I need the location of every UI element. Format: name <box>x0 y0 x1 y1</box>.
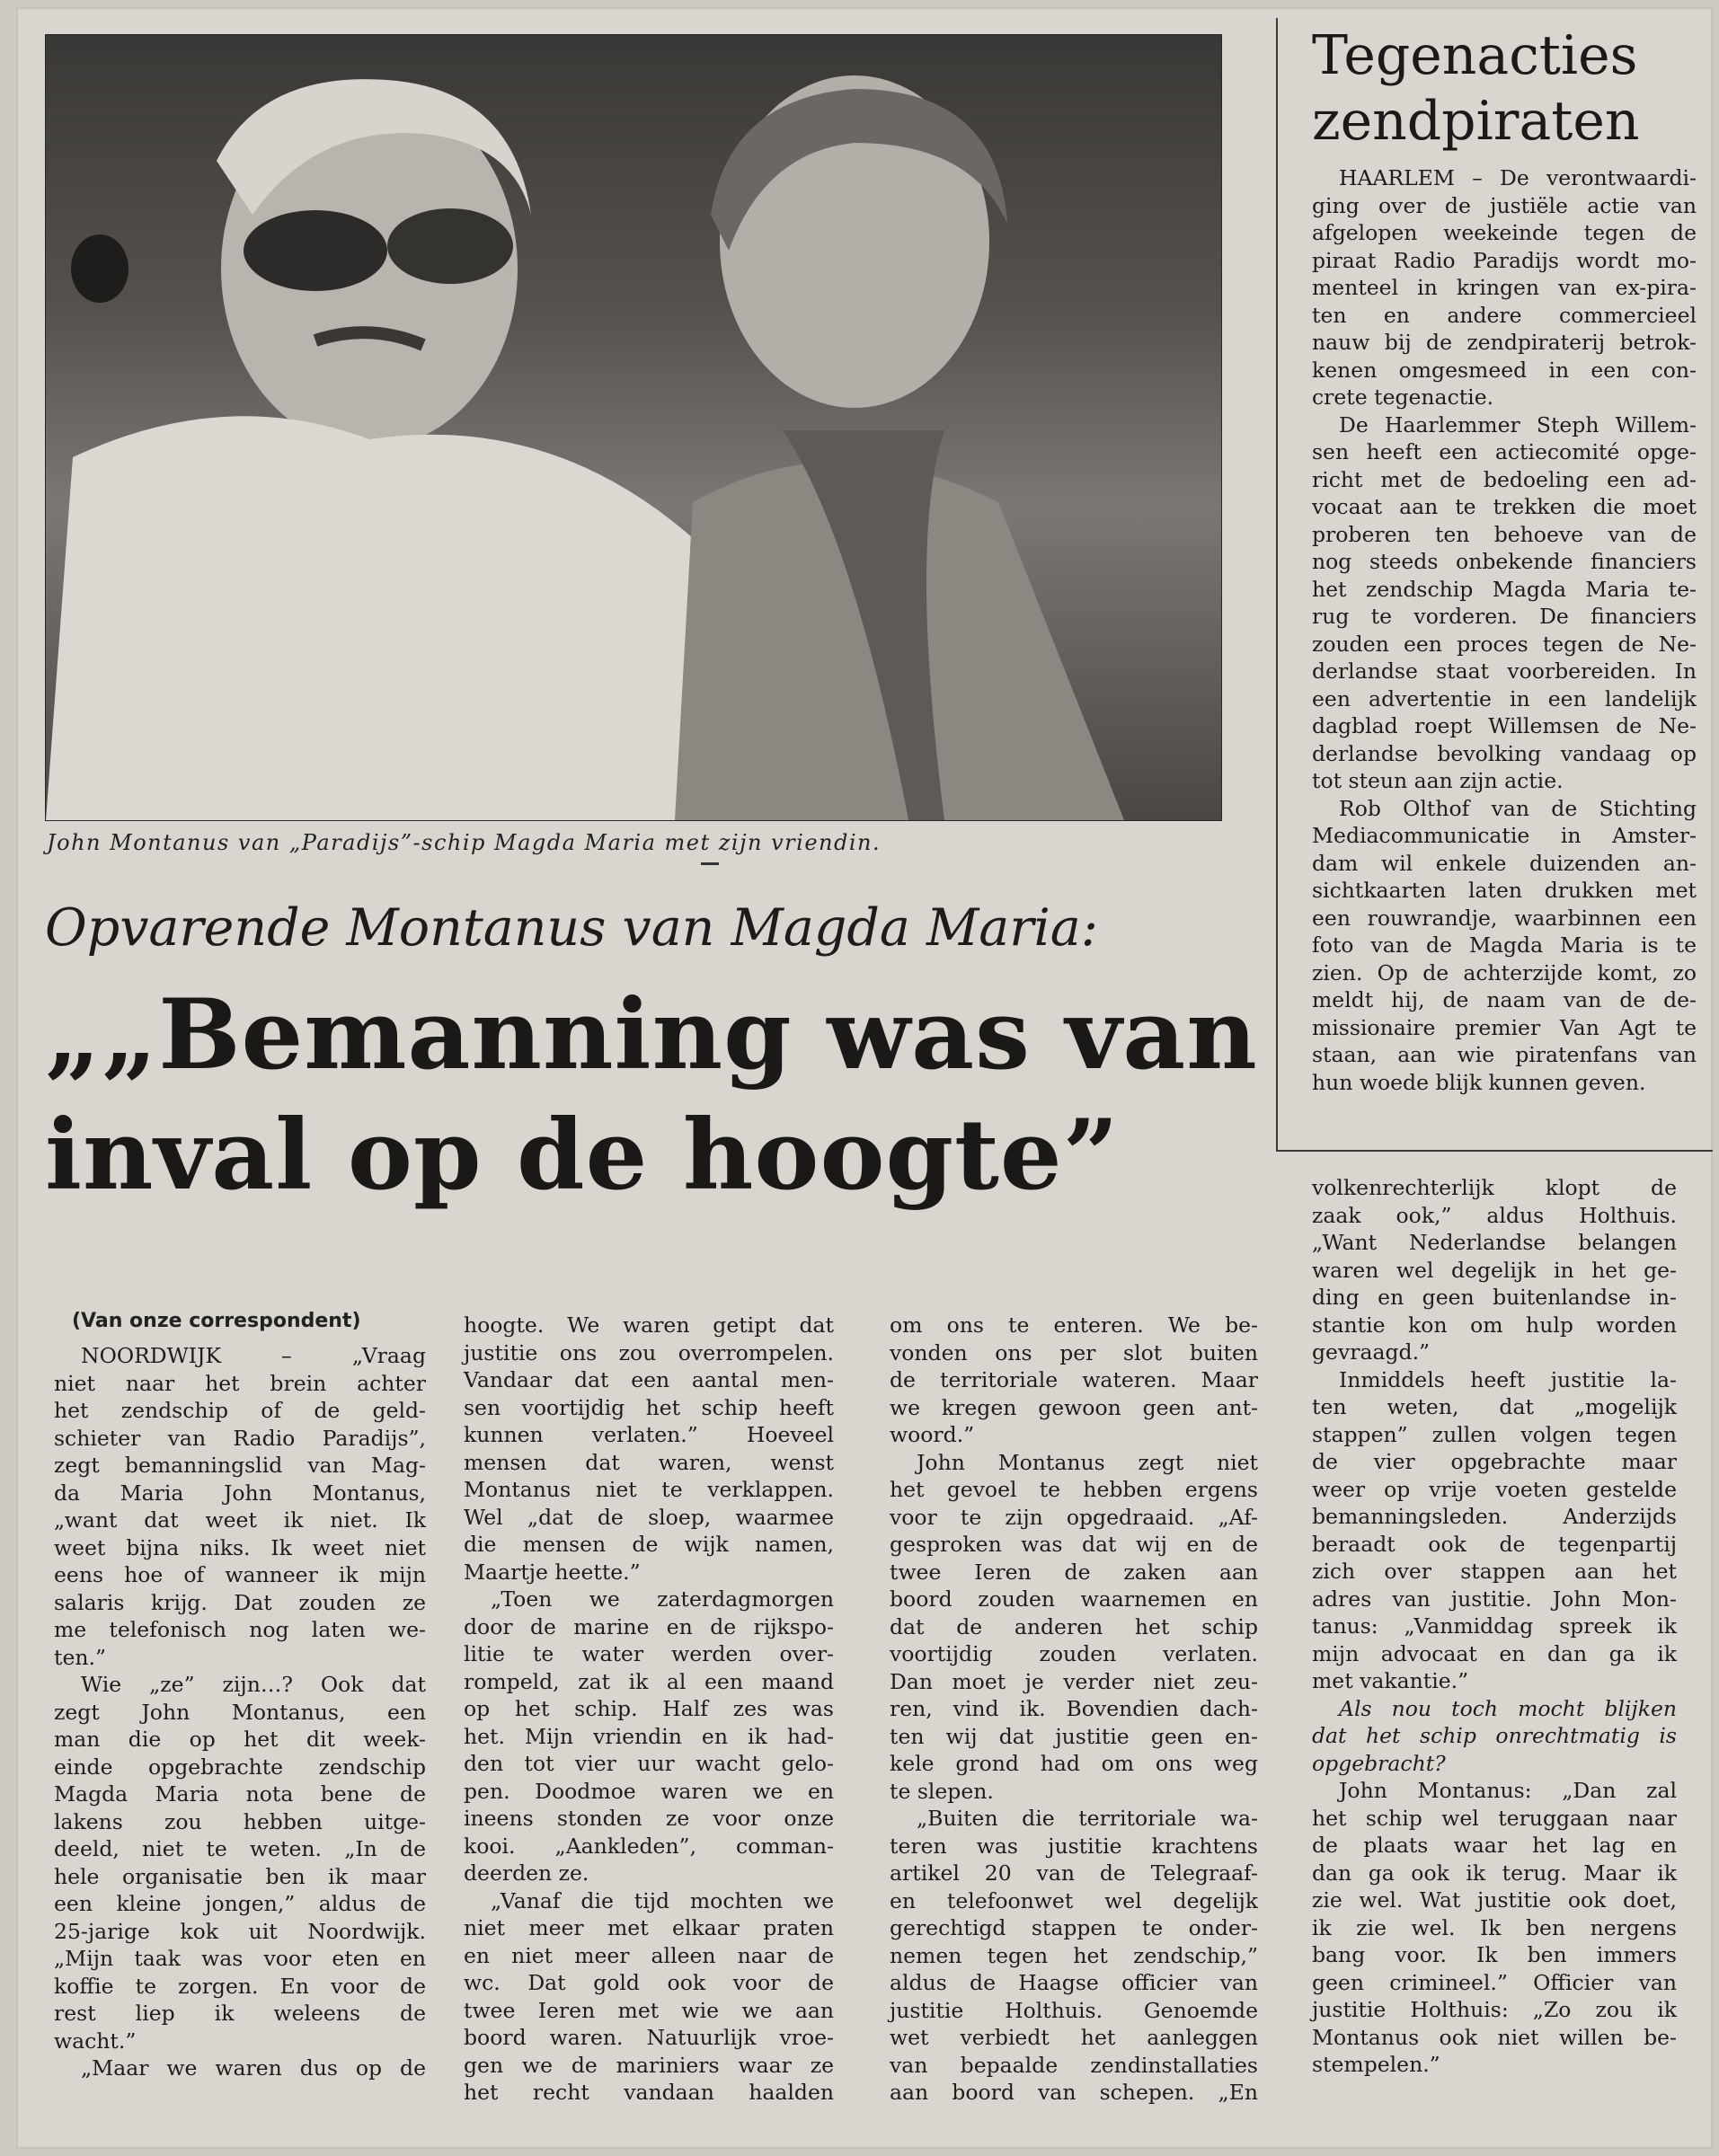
side-article-title <box>1312 23 1707 155</box>
text-line: woord.” <box>890 1422 975 1447</box>
text-line: John Montanus zegt niet <box>917 1449 1258 1475</box>
text-line: zegt John Montanus, een <box>54 1699 426 1725</box>
text-line: rug te vorderen. De financiers <box>1312 604 1697 629</box>
text-line: crete tegenactie. <box>1312 384 1494 410</box>
text-line: Montanus ook niet willen be- <box>1312 2024 1677 2050</box>
text-line: rompeld, zat ik al een maand <box>464 1668 834 1694</box>
text-line: De Haarlemmer Steph Willem- <box>1339 411 1697 437</box>
text-line: menteel in kringen van ex-pira- <box>1312 275 1697 300</box>
text-line: Rob Olthof van de Stichting <box>1339 795 1697 821</box>
photo-caption: John Montanus van „Paradijs”-schip Magda Maria met zijn vriendin. <box>47 830 882 855</box>
text-line: da Maria John Montanus, <box>54 1480 426 1506</box>
text-line: „Maar we waren dus op de <box>81 2055 426 2081</box>
text-line: kenen omgesmeed in een con- <box>1312 357 1697 383</box>
text-line: niet naar het brein achter <box>54 1370 426 1396</box>
text-line: gen we de mariniers waar ze <box>464 2052 834 2078</box>
text-line: volkenrechterlijk klopt de <box>1312 1175 1677 1200</box>
text-line: ik zie wel. Ik ben nergens <box>1312 1914 1677 1940</box>
text-line: aan boord van schepen. „En <box>890 2080 1258 2105</box>
text-line: zie wel. Wat justitie ook doet, <box>1312 1887 1677 1913</box>
text-line: het recht vandaan haalden <box>464 2080 834 2105</box>
text-line: een rouwrandje, waarbinnen een <box>1312 905 1697 931</box>
article-column-1 <box>54 1342 426 2082</box>
text-line: gerechtigd stappen te onder- <box>890 1915 1258 1940</box>
text-line: door de marine en de rijkspo- <box>464 1613 834 1639</box>
text-line: de territoriale wateren. Maar <box>890 1367 1258 1392</box>
text-line: kooi. „Aankleden”, comman- <box>464 1833 834 1859</box>
text-line: zouden een proces tegen de Ne- <box>1312 631 1697 657</box>
text-line: „Want Nederlandse belangen <box>1312 1230 1677 1255</box>
text-line: dam wil enkele duizenden an- <box>1312 850 1697 876</box>
text-line: richt met de bedoeling een ad- <box>1312 466 1697 492</box>
text-line: Wel „dat de sloep, waarmee <box>464 1504 834 1530</box>
text-line: artikel 20 van de Telegraaf- <box>890 1860 1258 1886</box>
text-line: weet bijna niks. Ik weet niet <box>54 1534 426 1560</box>
text-line: staan, aan wie piratenfans van <box>1312 1042 1697 1067</box>
text-line: Als nou toch mocht blijken <box>1339 1695 1677 1721</box>
text-line: Maartje heette.” <box>464 1559 641 1585</box>
text-line: tot steun aan zijn actie. <box>1312 768 1564 793</box>
text-line: den tot vier uur wacht gelo- <box>464 1751 834 1776</box>
caption-dash <box>701 862 719 865</box>
text-line: dagblad roept Willemsen de Ne- <box>1312 713 1697 738</box>
text-line: eens hoe of wanneer ik mijn <box>54 1562 426 1587</box>
text-line: opgebracht? <box>1312 1750 1446 1776</box>
text-line: wacht.” <box>54 2028 137 2054</box>
text-line: het zendschip of de geld- <box>54 1398 426 1423</box>
text-line: de plaats waar het lag en <box>1312 1833 1677 1858</box>
text-line: stantie kon om hulp worden <box>1312 1312 1677 1338</box>
text-line: ten weten, dat „mogelijk <box>1312 1394 1677 1419</box>
text-line: ten en andere commercieel <box>1312 302 1697 328</box>
text-line: stappen” zullen volgen tegen <box>1312 1421 1677 1447</box>
text-line: justitie ons zou overrompelen. <box>464 1339 834 1365</box>
text-line: derlandse staat voorbereiden. In <box>1312 658 1697 684</box>
text-line: man die op het dit week- <box>54 1727 426 1752</box>
text-line: ten wij dat justitie geen en- <box>890 1723 1258 1749</box>
text-line: rest liep ik weleens de <box>54 2001 426 2026</box>
text-line: mijn advocaat en dan ga ik <box>1312 1640 1677 1666</box>
text-line: te slepen. <box>890 1778 994 1804</box>
sunglasses-right <box>387 208 513 284</box>
text-line: niet meer met elkaar praten <box>464 1915 834 1940</box>
text-line: stempelen.” <box>1312 2052 1440 2077</box>
text-line: wc. Dat gold ook voor de <box>464 1970 834 1995</box>
photo-montanus-and-girlfriend <box>45 34 1222 821</box>
text-line: Inmiddels heeft justitie la- <box>1339 1366 1677 1392</box>
text-line: HAARLEM – De verontwaardi- <box>1339 165 1697 190</box>
text-line: me telefonisch nog laten we- <box>54 1617 426 1642</box>
text-line: met vakantie.” <box>1312 1668 1469 1693</box>
side-title-line-1: Tegenacties <box>1312 24 1638 87</box>
side-title-line-2: zendpiraten <box>1312 90 1640 153</box>
text-line: „Vanaf die tijd mochten we <box>491 1887 834 1913</box>
photo-drawing <box>46 35 1221 820</box>
text-line: bemanningsleden. Anderzijds <box>1312 1504 1677 1529</box>
text-line: twee Ieren met wie we aan <box>464 1997 834 2023</box>
text-line: deerden ze. <box>464 1860 589 1886</box>
text-line: zich over stappen aan het <box>1312 1559 1677 1584</box>
text-line: geen crimineel.” Officier van <box>1312 1969 1677 1995</box>
text-line: gesproken was dat wij en de <box>890 1532 1258 1557</box>
text-line: nemen tegen het zendschip,” <box>890 1942 1258 1968</box>
text-line: „Toen we zaterdagmorgen <box>491 1586 834 1612</box>
text-line: vonden ons per slot buiten <box>890 1339 1258 1365</box>
text-line: een advertentie in een landelijk <box>1312 685 1697 711</box>
text-line: weer op vrije voeten gestelde <box>1312 1476 1677 1502</box>
text-line: sen voortijdig het schip heeft <box>464 1394 834 1420</box>
headline-line-1: „„Bemanning was van <box>45 978 1258 1091</box>
text-line: de vier opgebrachte maar <box>1312 1449 1677 1474</box>
article-column-4 <box>1312 1174 1677 2079</box>
side-article-body <box>1312 164 1697 1096</box>
sunglasses-left <box>244 210 387 291</box>
text-line: sichtkaarten laten drukken met <box>1312 878 1697 903</box>
text-line: einde opgebrachte zendschip <box>54 1754 426 1780</box>
text-line: justitie Holthuis. Genoemde <box>890 1997 1258 2023</box>
text-line: zaak ook,” aldus Holthuis. <box>1312 1202 1677 1228</box>
text-line: deeld, niet te weten. „In de <box>54 1836 426 1861</box>
text-line: het. Mijn vriendin en ik had- <box>464 1723 834 1749</box>
text-line: „Buiten die territoriale wa- <box>917 1806 1258 1831</box>
text-line: Wie „ze” zijn…? Ook dat <box>81 1672 426 1697</box>
text-line: Vandaar dat een aantal men- <box>464 1367 834 1392</box>
text-line: gevraagd.” <box>1312 1339 1431 1365</box>
text-line: litie te water werden over- <box>464 1641 834 1666</box>
text-line: ging over de justiële actie van <box>1312 192 1697 218</box>
text-line: missionaire premier Van Agt te <box>1312 1014 1697 1040</box>
headline <box>45 975 1258 1215</box>
text-line: „Mijn taak was voor eten en <box>54 1946 426 1971</box>
text-line: om ons te enteren. We be- <box>890 1312 1258 1338</box>
text-line: afgelopen weekeinde tegen de <box>1312 220 1697 245</box>
text-line: justitie Holthuis: „Zo zou ik <box>1312 1997 1677 2022</box>
text-line: bang voor. Ik ben immers <box>1312 1942 1677 1967</box>
text-line: wet verbiedt het aanleggen <box>890 2025 1258 2050</box>
text-line: tanus: „Vanmiddag spreek ik <box>1312 1613 1677 1639</box>
text-line: meldt hij, de naam van de de- <box>1312 987 1697 1012</box>
text-line: voor te zijn opgedraaid. „Af- <box>890 1504 1258 1530</box>
text-line: beraadt ook de tegenpartij <box>1312 1531 1677 1557</box>
text-line: waren wel degelijk in het ge- <box>1312 1257 1677 1283</box>
headline-line-2: inval op de hoogte” <box>45 1099 1120 1212</box>
article-column-2 <box>464 1312 834 2107</box>
text-line: ten.” <box>54 1644 106 1670</box>
text-line: en telefoonwet wel degelijk <box>890 1887 1258 1913</box>
text-line: foto van de Magda Maria is te <box>1312 932 1697 958</box>
text-line: dan ga ook ik terug. Maar ik <box>1312 1860 1677 1886</box>
text-line: pen. Doodmoe waren we en <box>464 1778 834 1804</box>
text-line: van bepaalde zendinstallaties <box>890 2052 1258 2078</box>
text-line: adres van justitie. John Mon- <box>1312 1586 1677 1612</box>
text-line: nog steeds onbekende financiers <box>1312 549 1697 574</box>
text-line: sen heeft een actiecomité opge- <box>1312 439 1697 464</box>
text-line: 25-jarige kok uit Noordwijk. <box>54 1918 426 1944</box>
text-line: Montanus niet te verklappen. <box>464 1477 834 1502</box>
text-line: hun woede blijk kunnen geven. <box>1312 1069 1646 1095</box>
text-line: John Montanus: „Dan zal <box>1339 1778 1677 1803</box>
text-line: nauw bij de zendpiraterij betrok- <box>1312 330 1697 355</box>
text-line: schieter van Radio Paradijs”, <box>54 1425 426 1451</box>
text-line: Mediacommunicatie in Amster- <box>1312 823 1697 848</box>
text-line: ren, vind ik. Bovendien dach- <box>890 1696 1258 1721</box>
text-line: kele grond had om ons weg <box>890 1751 1258 1776</box>
text-line: „want dat weet ik niet. Ik <box>54 1507 426 1533</box>
text-line: salaris krijg. Dat zouden ze <box>54 1589 426 1615</box>
text-line: Magda Maria nota bene de <box>54 1781 426 1807</box>
text-line: ineens stonden ze voor onze <box>464 1806 834 1831</box>
column-rule-vertical <box>1276 18 1278 1150</box>
text-line: boord zouden waarnemen en <box>890 1586 1258 1612</box>
text-line: en niet meer alleen naar de <box>464 1942 834 1968</box>
text-line: dat het schip onrechtmatig is <box>1312 1723 1677 1748</box>
text-line: aldus de Haagse officier van <box>890 1970 1258 1995</box>
text-line: hele organisatie ben ik maar <box>54 1863 426 1889</box>
article-column-3 <box>890 1312 1258 2107</box>
text-line: Dan moet je verder niet zeu- <box>890 1668 1258 1694</box>
text-line: twee Ieren de zaken aan <box>890 1559 1258 1585</box>
column-rule-horizontal <box>1276 1150 1713 1152</box>
text-line: het schip wel teruggaan naar <box>1312 1805 1677 1831</box>
text-line: kunnen verlaten.” Hoeveel <box>464 1422 834 1447</box>
text-line: het zendschip Magda Maria te- <box>1312 576 1697 602</box>
text-line: we kregen gewoon geen ant- <box>890 1394 1258 1420</box>
byline: (Van onze correspondent) <box>72 1310 361 1332</box>
text-line: ding en geen buitenlandse in- <box>1312 1285 1677 1310</box>
text-line: proberen ten behoeve van de <box>1312 521 1697 547</box>
text-line: het gevoel te hebben ergens <box>890 1477 1258 1502</box>
text-line: een kleine jongen,” aldus de <box>54 1891 426 1916</box>
text-line: hoogte. We waren getipt dat <box>464 1312 834 1338</box>
text-line: koffie te zorgen. En voor de <box>54 1973 426 1999</box>
text-line: zien. Op de achterzijde komt, zo <box>1312 959 1697 985</box>
text-line: derlandse bevolking vandaag op <box>1312 740 1697 766</box>
text-line: dat de anderen het schip <box>890 1613 1258 1639</box>
text-line: voortijdig zouden verlaten. <box>890 1641 1258 1666</box>
text-line: boord waren. Natuurlijk vroe- <box>464 2025 834 2050</box>
text-line: mensen dat waren, wenst <box>464 1449 834 1475</box>
man-shirt <box>46 416 729 820</box>
text-line: NOORDWIJK – „Vraag <box>81 1343 426 1368</box>
text-line: die mensen de wijk namen, <box>464 1532 834 1557</box>
text-line: vocaat aan te trekken die moet <box>1312 494 1697 519</box>
background-figure <box>71 234 128 303</box>
text-line: zegt bemanningslid van Mag- <box>54 1453 426 1478</box>
text-line: op het schip. Half zes was <box>464 1696 834 1721</box>
text-line: lakens zou hebben uitge- <box>54 1808 426 1834</box>
text-line: teren was justitie krachtens <box>890 1833 1258 1859</box>
headline-kicker: Opvarende Montanus van Magda Maria: <box>45 898 1098 958</box>
text-line: piraat Radio Paradijs wordt mo- <box>1312 247 1697 273</box>
